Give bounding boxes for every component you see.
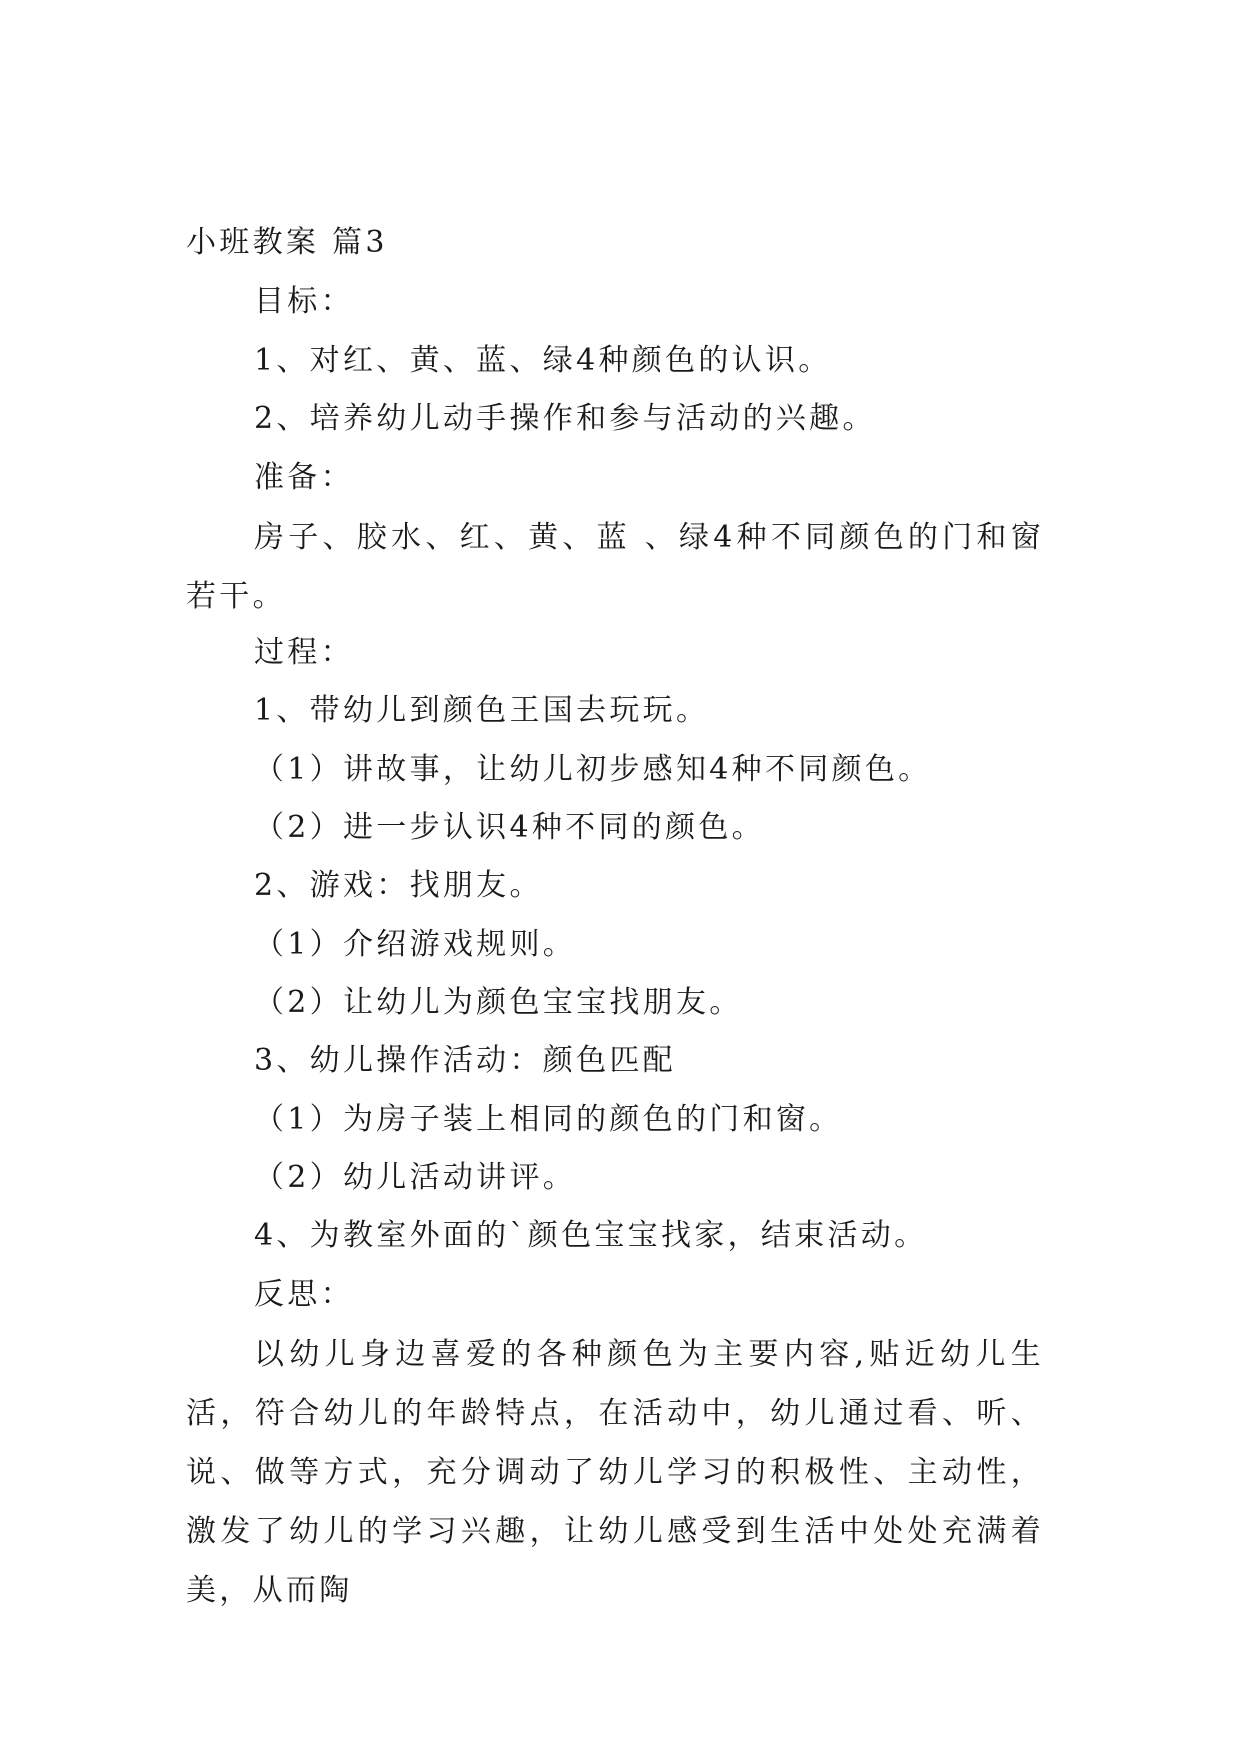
process-substep: （2）幼儿活动讲评。 (254, 1160, 577, 1195)
goals-heading: 目标： (254, 284, 354, 319)
document-title: 小班教案 篇3 (186, 225, 388, 260)
process-substep: （2）让幼儿为颜色宝宝找朋友。 (254, 985, 743, 1020)
preparation-text: 房子、胶水、红、黄、蓝 、绿4种不同颜色的门和窗若干。 (186, 520, 1044, 614)
process-substep: （1）介绍游戏规则。 (254, 927, 577, 962)
process-substep: （1）讲故事，让幼儿初步感知4种不同颜色。 (254, 752, 932, 787)
process-step: 4、为教室外面的`颜色宝宝找家，结束活动。 (254, 1218, 928, 1253)
process-step: 3、幼儿操作活动：颜色匹配 (254, 1043, 676, 1078)
process-heading: 过程： (254, 635, 354, 670)
process-step: 1、带幼儿到颜色王国去玩玩。 (254, 693, 710, 728)
preparation-heading: 准备： (254, 460, 354, 495)
reflection-heading: 反思： (254, 1277, 354, 1312)
process-step: 2、游戏：找朋友。 (254, 868, 543, 903)
process-substep: （2）进一步认识4种不同的颜色。 (254, 810, 765, 845)
goal-item: 1、对红、黄、蓝、绿4种颜色的认识。 (254, 343, 832, 378)
process-substep: （1）为房子装上相同的颜色的门和窗。 (254, 1102, 843, 1137)
goal-item: 2、培养幼儿动手操作和参与活动的兴趣。 (254, 401, 876, 436)
reflection-text: 以幼儿身边喜爱的各种颜色为主要内容,贴近幼儿生活，符合幼儿的年龄特点，在活动中，幼儿通过看、听、说、做等方式，充分调动了幼儿学习的积极性、主动性，激发了幼儿的学习兴趣，让幼儿感受到生活中处处充满着美，从而陶 (186, 1337, 1044, 1608)
